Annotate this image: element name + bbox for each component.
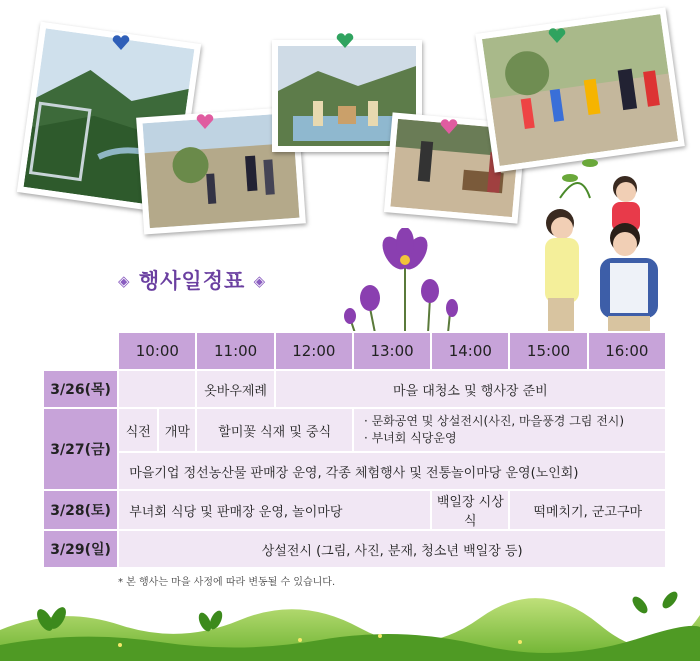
schedule-cell: 떡메치기, 군고구마 <box>509 490 666 530</box>
heart-pin-icon <box>548 28 566 44</box>
schedule-cell: 부녀회 식당 및 판매장 운영, 놀이마당 <box>118 490 431 530</box>
schedule-line: · 문화공연 및 상설전시(사진, 마을풍경 그림 전시) <box>363 414 625 428</box>
time-header: 15:00 <box>509 332 587 370</box>
time-header: 16:00 <box>588 332 666 370</box>
heart-pin-icon <box>112 35 130 51</box>
schedule-line: · 부녀회 식당운영 <box>363 431 457 445</box>
heart-pin-icon <box>336 33 354 49</box>
grass-decoration <box>0 590 700 661</box>
table-row <box>43 490 666 530</box>
pasque-flower-icon <box>330 228 475 333</box>
table-header-row <box>43 332 666 370</box>
schedule-cell: 상설전시 (그림, 사진, 분재, 청소년 백일장 등) <box>118 530 666 568</box>
table-row <box>43 370 666 408</box>
time-header: 13:00 <box>353 332 431 370</box>
family-photo <box>530 138 690 333</box>
heart-pin-icon <box>196 114 214 130</box>
diamond-icon: ◈ <box>118 272 131 290</box>
footnote: * 본 행사는 마을 사정에 따라 변동될 수 있습니다. <box>118 577 336 588</box>
schedule-cell: 마을기업 정선농산물 판매장 운영, 각종 체험행사 및 전통놀이마당 운영(노인회) <box>118 452 666 490</box>
schedule-cell <box>118 370 196 408</box>
schedule-table <box>42 331 667 569</box>
header-corner <box>43 332 118 370</box>
schedule-cell: 개막 <box>158 408 196 452</box>
time-header: 12:00 <box>275 332 353 370</box>
diamond-icon: ◈ <box>253 272 267 290</box>
date-cell: 3/27(금) <box>43 408 118 490</box>
title-text: 행사일정표 <box>138 269 246 293</box>
table-row <box>43 408 666 452</box>
schedule-cell: 마을 대청소 및 행사장 준비 <box>275 370 666 408</box>
schedule-cell <box>353 408 666 452</box>
schedule-cell: 할미꽃 식재 및 중식 <box>196 408 352 452</box>
schedule-cell: 식전 <box>118 408 158 452</box>
time-header: 14:00 <box>431 332 509 370</box>
schedule-cell: 백일장 시상식 <box>431 490 509 530</box>
heart-pin-icon <box>440 119 458 135</box>
time-header: 10:00 <box>118 332 196 370</box>
page-title <box>118 265 266 295</box>
table-row <box>43 530 666 568</box>
schedule-cell: 옷바우제례 <box>196 370 274 408</box>
time-header: 11:00 <box>196 332 274 370</box>
table-row <box>43 452 666 490</box>
date-cell: 3/29(일) <box>43 530 118 568</box>
date-cell: 3/26(목) <box>43 370 118 408</box>
date-cell: 3/28(토) <box>43 490 118 530</box>
